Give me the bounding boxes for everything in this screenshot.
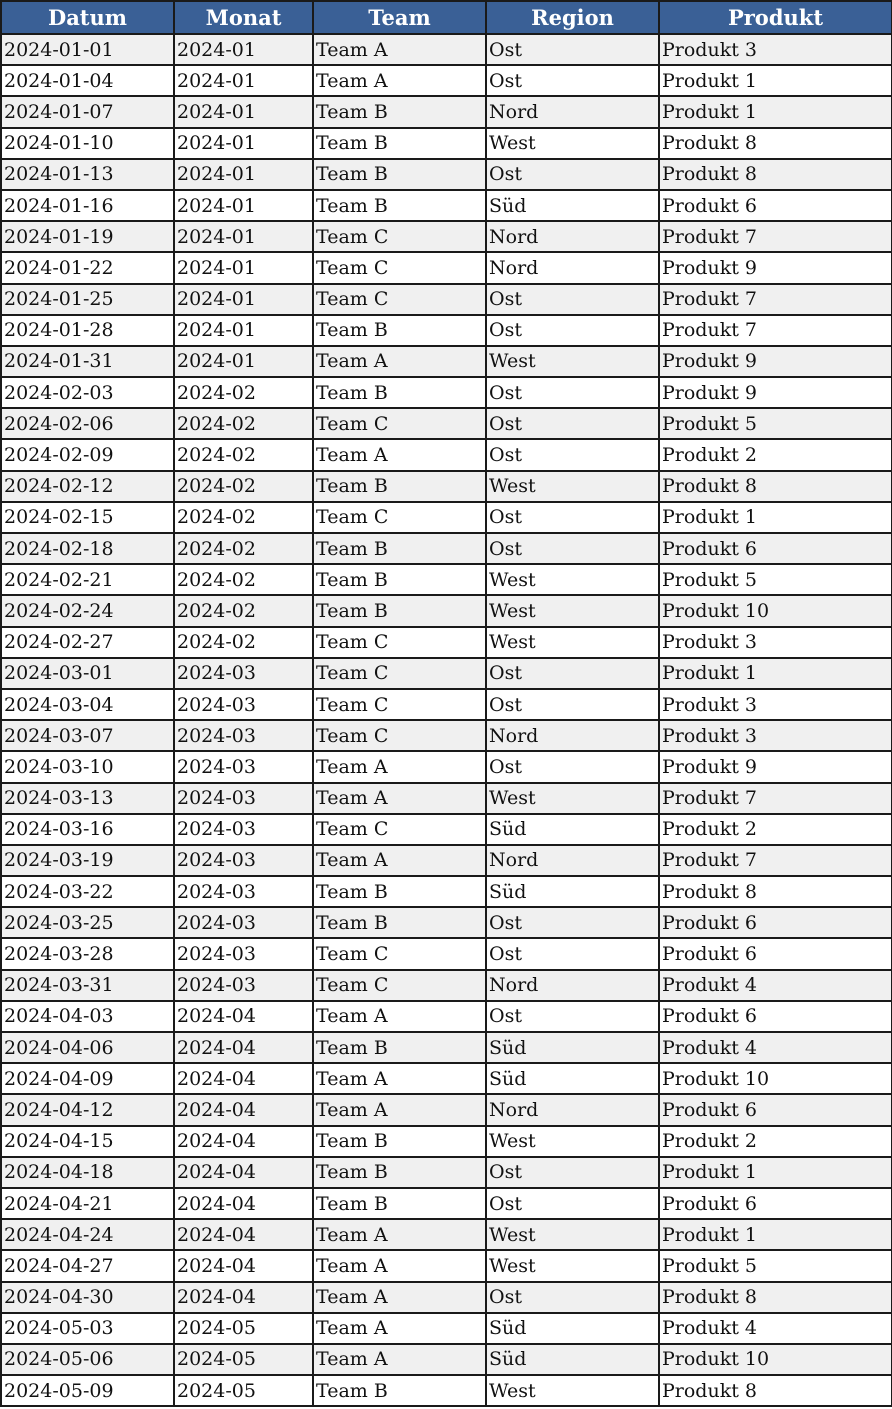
cell-team[interactable]: Team A xyxy=(313,845,486,876)
cell-datum[interactable]: 2024-03-28 xyxy=(1,938,174,969)
cell-produkt[interactable]: Produkt 8 xyxy=(659,876,892,907)
table-row xyxy=(1,128,892,159)
table-row xyxy=(1,65,892,96)
table-row xyxy=(1,190,892,221)
table-row xyxy=(1,502,892,533)
cell-datum[interactable]: 2024-04-03 xyxy=(1,1001,174,1032)
cell-datum[interactable]: 2024-04-30 xyxy=(1,1282,174,1313)
cell-monat[interactable]: 2024-03 xyxy=(174,720,313,751)
table-row xyxy=(1,970,892,1001)
column-header-datum[interactable]: Datum xyxy=(1,1,174,34)
table-row xyxy=(1,377,892,408)
cell-produkt[interactable]: Produkt 8 xyxy=(659,1375,892,1406)
cell-produkt[interactable]: Produkt 6 xyxy=(659,533,892,564)
cell-monat[interactable]: 2024-03 xyxy=(174,689,313,720)
header-row xyxy=(1,1,892,34)
cell-monat[interactable]: 2024-04 xyxy=(174,1282,313,1313)
cell-monat[interactable]: 2024-04 xyxy=(174,1250,313,1281)
cell-datum[interactable]: 2024-03-16 xyxy=(1,814,174,845)
cell-team[interactable]: Team A xyxy=(313,1094,486,1125)
cell-team[interactable]: Team B xyxy=(313,907,486,938)
table-row xyxy=(1,689,892,720)
cell-region[interactable]: Nord xyxy=(486,845,659,876)
table-row xyxy=(1,471,892,502)
cell-region[interactable]: West xyxy=(486,1250,659,1281)
cell-team[interactable]: Team B xyxy=(313,533,486,564)
cell-monat[interactable]: 2024-02 xyxy=(174,439,313,470)
cell-produkt[interactable]: Produkt 5 xyxy=(659,1250,892,1281)
cell-datum[interactable]: 2024-04-09 xyxy=(1,1063,174,1094)
cell-datum[interactable]: 2024-02-12 xyxy=(1,471,174,502)
cell-monat[interactable]: 2024-03 xyxy=(174,814,313,845)
cell-region[interactable]: Ost xyxy=(486,907,659,938)
cell-produkt[interactable]: Produkt 9 xyxy=(659,751,892,782)
cell-datum[interactable]: 2024-04-15 xyxy=(1,1126,174,1157)
cell-produkt[interactable]: Produkt 1 xyxy=(659,65,892,96)
cell-region[interactable]: Süd xyxy=(486,1032,659,1063)
table-header xyxy=(1,1,892,34)
cell-region[interactable]: Süd xyxy=(486,1313,659,1344)
table-row xyxy=(1,1063,892,1094)
table-row xyxy=(1,1001,892,1032)
table-row xyxy=(1,1313,892,1344)
cell-monat[interactable]: 2024-04 xyxy=(174,1126,313,1157)
cell-produkt[interactable]: Produkt 8 xyxy=(659,159,892,190)
cell-monat[interactable]: 2024-03 xyxy=(174,658,313,689)
cell-team[interactable]: Team B xyxy=(313,564,486,595)
cell-produkt[interactable]: Produkt 10 xyxy=(659,1344,892,1375)
cell-team[interactable]: Team A xyxy=(313,1219,486,1250)
cell-region[interactable]: Nord xyxy=(486,1094,659,1125)
cell-team[interactable]: Team B xyxy=(313,1032,486,1063)
cell-monat[interactable]: 2024-03 xyxy=(174,751,313,782)
table-row xyxy=(1,1032,892,1063)
cell-datum[interactable]: 2024-05-06 xyxy=(1,1344,174,1375)
cell-datum[interactable]: 2024-01-01 xyxy=(1,34,174,65)
cell-region[interactable]: Ost xyxy=(486,689,659,720)
cell-datum[interactable]: 2024-02-03 xyxy=(1,377,174,408)
cell-team[interactable]: Team A xyxy=(313,1282,486,1313)
cell-region[interactable]: West xyxy=(486,128,659,159)
cell-team[interactable]: Team C xyxy=(313,284,486,315)
cell-monat[interactable]: 2024-01 xyxy=(174,346,313,377)
table-row xyxy=(1,96,892,127)
cell-team[interactable]: Team A xyxy=(313,783,486,814)
cell-monat[interactable]: 2024-03 xyxy=(174,876,313,907)
table-row xyxy=(1,315,892,346)
cell-produkt[interactable]: Produkt 1 xyxy=(659,502,892,533)
cell-produkt[interactable]: Produkt 9 xyxy=(659,377,892,408)
cell-team[interactable]: Team B xyxy=(313,96,486,127)
table-row xyxy=(1,751,892,782)
cell-region[interactable]: Süd xyxy=(486,1344,659,1375)
cell-datum[interactable]: 2024-04-27 xyxy=(1,1250,174,1281)
cell-team[interactable]: Team A xyxy=(313,1063,486,1094)
cell-region[interactable]: Ost xyxy=(486,65,659,96)
cell-datum[interactable]: 2024-01-22 xyxy=(1,252,174,283)
cell-team[interactable]: Team B xyxy=(313,190,486,221)
cell-region[interactable]: Ost xyxy=(486,533,659,564)
cell-monat[interactable]: 2024-05 xyxy=(174,1313,313,1344)
table-row xyxy=(1,1250,892,1281)
table-row xyxy=(1,1282,892,1313)
cell-produkt[interactable]: Produkt 4 xyxy=(659,970,892,1001)
cell-datum[interactable]: 2024-01-31 xyxy=(1,346,174,377)
table-row xyxy=(1,595,892,626)
cell-team[interactable]: Team A xyxy=(313,1344,486,1375)
cell-team[interactable]: Team B xyxy=(313,377,486,408)
table-row xyxy=(1,159,892,190)
cell-datum[interactable]: 2024-03-31 xyxy=(1,970,174,1001)
cell-produkt[interactable]: Produkt 2 xyxy=(659,814,892,845)
table-row xyxy=(1,1157,892,1188)
cell-datum[interactable]: 2024-01-07 xyxy=(1,96,174,127)
cell-monat[interactable]: 2024-01 xyxy=(174,96,313,127)
cell-team[interactable]: Team A xyxy=(313,439,486,470)
cell-produkt[interactable]: Produkt 1 xyxy=(659,1157,892,1188)
cell-datum[interactable]: 2024-02-18 xyxy=(1,533,174,564)
cell-datum[interactable]: 2024-03-22 xyxy=(1,876,174,907)
cell-region[interactable]: West xyxy=(486,1219,659,1250)
cell-monat[interactable]: 2024-02 xyxy=(174,408,313,439)
cell-region[interactable]: Ost xyxy=(486,751,659,782)
cell-monat[interactable]: 2024-03 xyxy=(174,938,313,969)
cell-monat[interactable]: 2024-04 xyxy=(174,1094,313,1125)
cell-team[interactable]: Team B xyxy=(313,315,486,346)
cell-region[interactable]: West xyxy=(486,595,659,626)
cell-monat[interactable]: 2024-03 xyxy=(174,845,313,876)
cell-monat[interactable]: 2024-02 xyxy=(174,564,313,595)
cell-monat[interactable]: 2024-04 xyxy=(174,1219,313,1250)
table-row xyxy=(1,439,892,470)
cell-monat[interactable]: 2024-03 xyxy=(174,907,313,938)
cell-produkt[interactable]: Produkt 8 xyxy=(659,1282,892,1313)
cell-produkt[interactable]: Produkt 6 xyxy=(659,1188,892,1219)
cell-region[interactable]: Nord xyxy=(486,221,659,252)
cell-region[interactable]: Ost xyxy=(486,938,659,969)
cell-region[interactable]: Süd xyxy=(486,1063,659,1094)
cell-produkt[interactable]: Produkt 3 xyxy=(659,720,892,751)
cell-region[interactable]: West xyxy=(486,627,659,658)
cell-datum[interactable]: 2024-05-09 xyxy=(1,1375,174,1406)
cell-datum[interactable]: 2024-04-06 xyxy=(1,1032,174,1063)
cell-produkt[interactable]: Produkt 7 xyxy=(659,783,892,814)
table-row xyxy=(1,1188,892,1219)
cell-monat[interactable]: 2024-02 xyxy=(174,502,313,533)
cell-datum[interactable]: 2024-02-15 xyxy=(1,502,174,533)
table-row xyxy=(1,845,892,876)
cell-produkt[interactable]: Produkt 6 xyxy=(659,907,892,938)
cell-monat[interactable]: 2024-03 xyxy=(174,783,313,814)
cell-monat[interactable]: 2024-05 xyxy=(174,1344,313,1375)
cell-produkt[interactable]: Produkt 1 xyxy=(659,658,892,689)
cell-produkt[interactable]: Produkt 2 xyxy=(659,439,892,470)
table-row xyxy=(1,408,892,439)
cell-datum[interactable]: 2024-03-19 xyxy=(1,845,174,876)
cell-monat[interactable]: 2024-04 xyxy=(174,1188,313,1219)
cell-datum[interactable]: 2024-01-04 xyxy=(1,65,174,96)
table-row xyxy=(1,346,892,377)
cell-produkt[interactable]: Produkt 1 xyxy=(659,96,892,127)
cell-produkt[interactable]: Produkt 4 xyxy=(659,1032,892,1063)
cell-region[interactable]: Süd xyxy=(486,190,659,221)
cell-monat[interactable]: 2024-02 xyxy=(174,627,313,658)
table-row xyxy=(1,1094,892,1125)
table-row xyxy=(1,34,892,65)
cell-datum[interactable]: 2024-01-13 xyxy=(1,159,174,190)
cell-monat[interactable]: 2024-04 xyxy=(174,1063,313,1094)
cell-datum[interactable]: 2024-01-10 xyxy=(1,128,174,159)
cell-datum[interactable]: 2024-04-24 xyxy=(1,1219,174,1250)
cell-datum[interactable]: 2024-02-21 xyxy=(1,564,174,595)
cell-region[interactable]: Nord xyxy=(486,252,659,283)
cell-region[interactable]: Ost xyxy=(486,377,659,408)
table-row xyxy=(1,564,892,595)
cell-datum[interactable]: 2024-03-07 xyxy=(1,720,174,751)
cell-produkt[interactable]: Produkt 7 xyxy=(659,284,892,315)
cell-region[interactable]: Ost xyxy=(486,502,659,533)
cell-region[interactable]: West xyxy=(486,564,659,595)
column-header-monat[interactable]: Monat xyxy=(174,1,313,34)
cell-produkt[interactable]: Produkt 7 xyxy=(659,315,892,346)
cell-produkt[interactable]: Produkt 8 xyxy=(659,128,892,159)
cell-datum[interactable]: 2024-03-13 xyxy=(1,783,174,814)
cell-region[interactable]: Ost xyxy=(486,1157,659,1188)
cell-produkt[interactable]: Produkt 6 xyxy=(659,190,892,221)
cell-produkt[interactable]: Produkt 9 xyxy=(659,346,892,377)
cell-team[interactable]: Team A xyxy=(313,1001,486,1032)
cell-monat[interactable]: 2024-01 xyxy=(174,284,313,315)
cell-monat[interactable]: 2024-02 xyxy=(174,533,313,564)
column-header-produkt[interactable]: Produkt xyxy=(659,1,892,34)
cell-datum[interactable]: 2024-02-09 xyxy=(1,439,174,470)
cell-region[interactable]: West xyxy=(486,471,659,502)
cell-produkt[interactable]: Produkt 3 xyxy=(659,34,892,65)
cell-produkt[interactable]: Produkt 6 xyxy=(659,1001,892,1032)
cell-team[interactable]: Team A xyxy=(313,1250,486,1281)
cell-monat[interactable]: 2024-05 xyxy=(174,1375,313,1406)
cell-team[interactable]: Team A xyxy=(313,751,486,782)
cell-team[interactable]: Team B xyxy=(313,1157,486,1188)
cell-team[interactable]: Team A xyxy=(313,1313,486,1344)
table-row xyxy=(1,533,892,564)
cell-monat[interactable]: 2024-03 xyxy=(174,970,313,1001)
cell-region[interactable]: Ost xyxy=(486,315,659,346)
cell-datum[interactable]: 2024-01-28 xyxy=(1,315,174,346)
table-row xyxy=(1,814,892,845)
cell-team[interactable]: Team C xyxy=(313,814,486,845)
cell-team[interactable]: Team B xyxy=(313,1126,486,1157)
column-header-team[interactable]: Team xyxy=(313,1,486,34)
cell-produkt[interactable]: Produkt 3 xyxy=(659,627,892,658)
cell-monat[interactable]: 2024-02 xyxy=(174,595,313,626)
cell-team[interactable]: Team C xyxy=(313,658,486,689)
cell-datum[interactable]: 2024-02-06 xyxy=(1,408,174,439)
cell-datum[interactable]: 2024-04-18 xyxy=(1,1157,174,1188)
cell-region[interactable]: Ost xyxy=(486,34,659,65)
cell-produkt[interactable]: Produkt 7 xyxy=(659,845,892,876)
cell-region[interactable]: Ost xyxy=(486,159,659,190)
cell-region[interactable]: Süd xyxy=(486,876,659,907)
cell-produkt[interactable]: Produkt 1 xyxy=(659,1219,892,1250)
cell-produkt[interactable]: Produkt 6 xyxy=(659,938,892,969)
table-row xyxy=(1,1219,892,1250)
cell-datum[interactable]: 2024-01-25 xyxy=(1,284,174,315)
cell-region[interactable]: Ost xyxy=(486,284,659,315)
cell-produkt[interactable]: Produkt 9 xyxy=(659,252,892,283)
cell-team[interactable]: Team C xyxy=(313,502,486,533)
cell-region[interactable]: Süd xyxy=(486,814,659,845)
table-row xyxy=(1,658,892,689)
cell-datum[interactable]: 2024-05-03 xyxy=(1,1313,174,1344)
cell-team[interactable]: Team A xyxy=(313,65,486,96)
cell-team[interactable]: Team C xyxy=(313,221,486,252)
cell-monat[interactable]: 2024-04 xyxy=(174,1032,313,1063)
table-row xyxy=(1,627,892,658)
cell-team[interactable]: Team A xyxy=(313,34,486,65)
cell-produkt[interactable]: Produkt 10 xyxy=(659,1063,892,1094)
cell-monat[interactable]: 2024-04 xyxy=(174,1001,313,1032)
cell-monat[interactable]: 2024-01 xyxy=(174,159,313,190)
cell-region[interactable]: Nord xyxy=(486,970,659,1001)
cell-produkt[interactable]: Produkt 2 xyxy=(659,1126,892,1157)
cell-region[interactable]: Ost xyxy=(486,408,659,439)
cell-region[interactable]: Nord xyxy=(486,720,659,751)
cell-monat[interactable]: 2024-04 xyxy=(174,1157,313,1188)
cell-region[interactable]: West xyxy=(486,1375,659,1406)
cell-team[interactable]: Team C xyxy=(313,938,486,969)
table-row xyxy=(1,284,892,315)
cell-region[interactable]: Ost xyxy=(486,1282,659,1313)
cell-produkt[interactable]: Produkt 5 xyxy=(659,564,892,595)
cell-datum[interactable]: 2024-03-01 xyxy=(1,658,174,689)
table-row xyxy=(1,1344,892,1375)
cell-team[interactable]: Team C xyxy=(313,970,486,1001)
cell-team[interactable]: Team C xyxy=(313,689,486,720)
cell-region[interactable]: West xyxy=(486,1126,659,1157)
cell-team[interactable]: Team B xyxy=(313,595,486,626)
cell-team[interactable]: Team B xyxy=(313,471,486,502)
table-row xyxy=(1,720,892,751)
cell-datum[interactable]: 2024-03-25 xyxy=(1,907,174,938)
cell-region[interactable]: Nord xyxy=(486,96,659,127)
table-row xyxy=(1,1126,892,1157)
cell-region[interactable]: Ost xyxy=(486,1188,659,1219)
cell-team[interactable]: Team C xyxy=(313,720,486,751)
cell-team[interactable]: Team C xyxy=(313,408,486,439)
cell-region[interactable]: Ost xyxy=(486,439,659,470)
cell-monat[interactable]: 2024-02 xyxy=(174,471,313,502)
cell-team[interactable]: Team C xyxy=(313,252,486,283)
table-row xyxy=(1,876,892,907)
cell-team[interactable]: Team C xyxy=(313,627,486,658)
cell-monat[interactable]: 2024-01 xyxy=(174,34,313,65)
cell-monat[interactable]: 2024-01 xyxy=(174,315,313,346)
table-row xyxy=(1,907,892,938)
table-row xyxy=(1,252,892,283)
cell-produkt[interactable]: Produkt 7 xyxy=(659,221,892,252)
cell-monat[interactable]: 2024-01 xyxy=(174,252,313,283)
cell-monat[interactable]: 2024-02 xyxy=(174,377,313,408)
table-row xyxy=(1,1375,892,1406)
cell-datum[interactable]: 2024-04-21 xyxy=(1,1188,174,1219)
cell-team[interactable]: Team A xyxy=(313,346,486,377)
cell-produkt[interactable]: Produkt 8 xyxy=(659,471,892,502)
cell-monat[interactable]: 2024-01 xyxy=(174,65,313,96)
table-row xyxy=(1,221,892,252)
cell-region[interactable]: West xyxy=(486,783,659,814)
cell-region[interactable]: Ost xyxy=(486,658,659,689)
table-row xyxy=(1,938,892,969)
cell-datum[interactable]: 2024-01-16 xyxy=(1,190,174,221)
cell-team[interactable]: Team B xyxy=(313,1188,486,1219)
cell-team[interactable]: Team B xyxy=(313,128,486,159)
cell-datum[interactable]: 2024-04-12 xyxy=(1,1094,174,1125)
cell-datum[interactable]: 2024-02-24 xyxy=(1,595,174,626)
cell-produkt[interactable]: Produkt 6 xyxy=(659,1094,892,1125)
table-body xyxy=(1,34,892,1406)
cell-produkt[interactable]: Produkt 5 xyxy=(659,408,892,439)
cell-monat[interactable]: 2024-01 xyxy=(174,128,313,159)
cell-datum[interactable]: 2024-03-04 xyxy=(1,689,174,720)
table-row xyxy=(1,783,892,814)
cell-datum[interactable]: 2024-02-27 xyxy=(1,627,174,658)
cell-team[interactable]: Team B xyxy=(313,876,486,907)
cell-datum[interactable]: 2024-03-10 xyxy=(1,751,174,782)
column-header-region[interactable]: Region xyxy=(486,1,659,34)
cell-monat[interactable]: 2024-01 xyxy=(174,190,313,221)
cell-region[interactable]: Ost xyxy=(486,1001,659,1032)
cell-produkt[interactable]: Produkt 4 xyxy=(659,1313,892,1344)
cell-monat[interactable]: 2024-01 xyxy=(174,221,313,252)
cell-team[interactable]: Team B xyxy=(313,1375,486,1406)
cell-produkt[interactable]: Produkt 3 xyxy=(659,689,892,720)
cell-produkt[interactable]: Produkt 10 xyxy=(659,595,892,626)
cell-team[interactable]: Team B xyxy=(313,159,486,190)
cell-datum[interactable]: 2024-01-19 xyxy=(1,221,174,252)
cell-region[interactable]: West xyxy=(486,346,659,377)
